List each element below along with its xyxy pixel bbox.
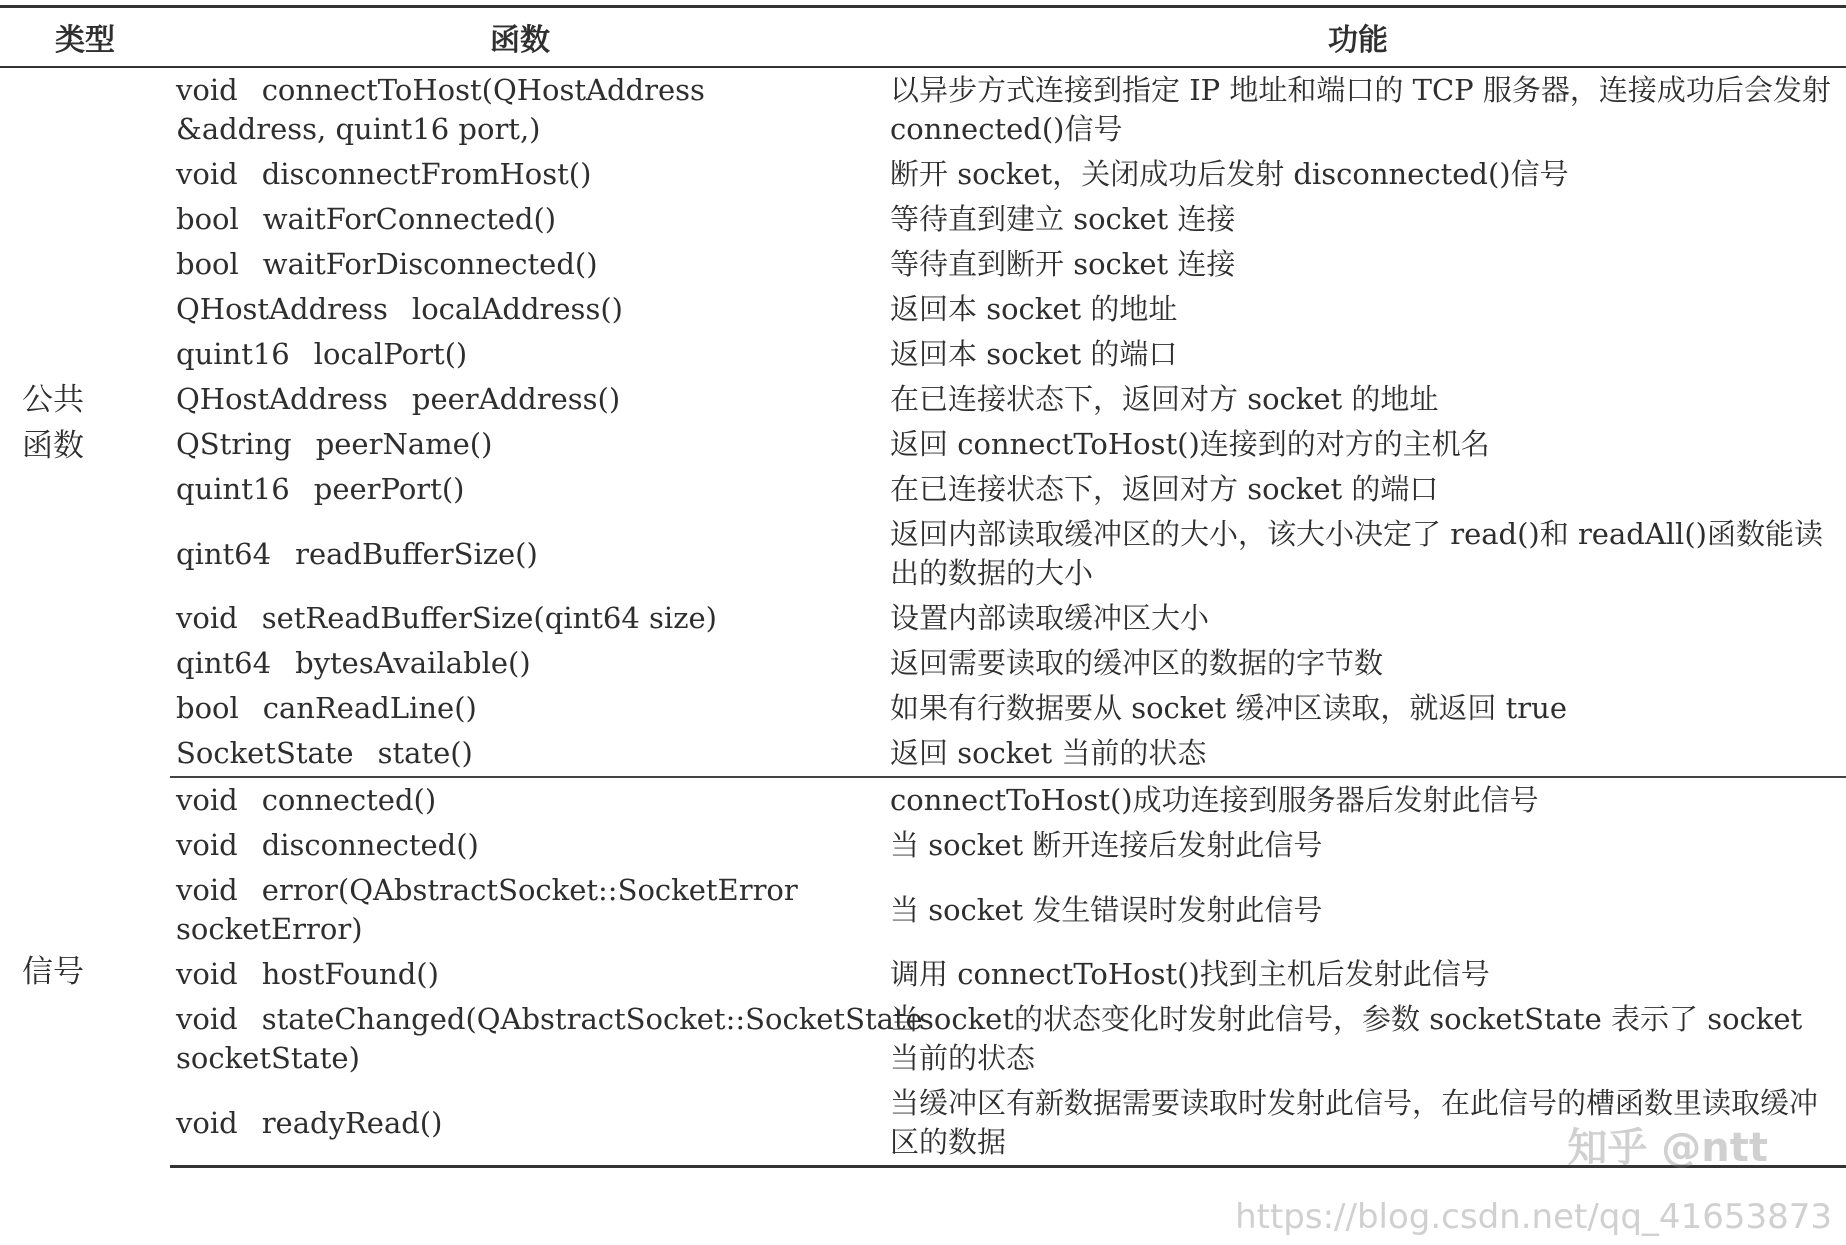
function-description: 断开 socket，关闭成功后发射 disconnected()信号 (890, 157, 1569, 191)
table-row (0, 197, 1846, 242)
table-header-row (0, 8, 1846, 67)
table-row (0, 952, 1846, 997)
function-name-continued: &address, quint16 port,) (176, 112, 541, 146)
table-row (0, 242, 1846, 287)
function-signature (170, 596, 870, 641)
function-name: localPort() (313, 337, 468, 371)
group-label: 信号 (22, 953, 84, 990)
function-signature (170, 686, 870, 731)
function-name: peerAddress() (411, 382, 621, 416)
return-type: quint16 (176, 337, 290, 371)
function-name: hostFound() (261, 957, 439, 991)
return-type: void (176, 873, 238, 907)
function-name: canReadLine() (262, 691, 477, 725)
return-type: qint64 (176, 646, 272, 680)
table-row (0, 731, 1846, 777)
function-signature (170, 641, 870, 686)
function-name: disconnectFromHost() (261, 157, 592, 191)
function-name: readyRead() (261, 1105, 443, 1140)
return-type: void (176, 73, 238, 107)
function-description: 当 socket 断开连接后发射此信号 (890, 828, 1323, 862)
return-type: void (176, 1002, 238, 1036)
return-type: bool (176, 202, 239, 236)
function-description: 当socket的状态变化时发射此信号，参数 socketState 表示了 socket 当前的状态 (890, 1002, 1803, 1075)
return-type: void (176, 157, 238, 191)
function-description: 如果有行数据要从 socket 缓冲区读取，就返回 true (890, 691, 1567, 725)
function-name: disconnected() (261, 828, 479, 862)
function-name: bytesAvailable() (295, 646, 531, 680)
function-name: stateChanged(QAbstractSocket::SocketState socketState) (176, 1002, 923, 1075)
function-signature (170, 287, 870, 332)
function-name: setReadBufferSize(qint64 size) (261, 601, 717, 635)
function-description: connectToHost()成功连接到服务器后发射此信号 (890, 783, 1539, 817)
watermark-logo: 知乎 @ntt (1567, 1125, 1768, 1171)
table-row (0, 422, 1846, 467)
watermark-url: https://blog.csdn.net/qq_41653873 (1235, 1197, 1832, 1237)
function-signature (170, 242, 870, 287)
function-name: waitForDisconnected() (262, 247, 598, 281)
header-feature: 功能 (870, 8, 1846, 67)
function-name: connectToHost(QHostAddress (261, 73, 705, 107)
group-label: 公共 函数 (22, 381, 84, 464)
table-row (0, 777, 1846, 823)
header-function: 函数 (170, 8, 870, 67)
return-type: QString (176, 427, 292, 461)
function-description: 设置内部读取缓冲区大小 (890, 601, 1210, 635)
function-description: 返回 socket 当前的状态 (870, 731, 1846, 777)
table-body (0, 67, 1846, 1167)
return-type: bool (176, 691, 239, 725)
table-row (0, 287, 1846, 332)
function-description: 当缓冲区有新数据需要读取时发射此信号，在此信号的槽函数里读取缓冲区的数据 (870, 1081, 1846, 1167)
function-signature (170, 422, 870, 467)
function-description: 返回需要读取的缓冲区的数据的字节数 (890, 646, 1384, 680)
function-signature (170, 868, 870, 952)
function-description: 在已连接状态下，返回对方 socket 的地址 (890, 382, 1439, 416)
return-type: bool (176, 247, 239, 281)
function-name: peerName() (315, 427, 493, 461)
function-name: state() (377, 736, 473, 770)
function-signature (170, 1081, 870, 1167)
function-signature (170, 777, 870, 823)
table-row (0, 467, 1846, 512)
function-signature (170, 67, 870, 152)
return-type: SocketState (176, 736, 354, 770)
table-row (0, 596, 1846, 641)
table-row (0, 868, 1846, 952)
function-description: 等待直到断开 socket 连接 (890, 247, 1236, 281)
function-description: 在已连接状态下，返回对方 socket 的端口 (890, 472, 1439, 506)
qtcpsocket-function-table (0, 8, 1846, 1168)
table-row (0, 823, 1846, 868)
header-type: 类型 (0, 8, 170, 67)
function-description: 以异步方式连接到指定 IP 地址和端口的 TCP 服务器，连接成功后会发射 connected()信号 (890, 73, 1831, 146)
table-row (0, 1081, 1846, 1167)
function-signature (170, 512, 870, 596)
table-row (0, 67, 1846, 152)
function-signature (170, 952, 870, 997)
function-signature (170, 332, 870, 377)
table-row (0, 152, 1846, 197)
return-type: void (176, 601, 238, 635)
function-signature (170, 731, 870, 777)
function-name: peerPort() (313, 472, 465, 506)
function-name: readBufferSize() (295, 536, 538, 571)
function-signature (170, 823, 870, 868)
return-type: void (176, 828, 238, 862)
function-description: 调用 connectToHost()找到主机后发射此信号 (890, 957, 1490, 991)
table-row (0, 332, 1846, 377)
function-description: 返回本 socket 的端口 (890, 337, 1178, 371)
table-row (0, 686, 1846, 731)
function-description: 当 socket 发生错误时发射此信号 (890, 892, 1323, 927)
function-description: 返回本 socket 的地址 (890, 292, 1178, 326)
table-row (0, 641, 1846, 686)
function-description: 等待直到建立 socket 连接 (890, 202, 1236, 236)
function-signature (170, 997, 923, 1081)
return-type: QHostAddress (176, 382, 388, 416)
return-type: void (176, 957, 238, 991)
return-type: QHostAddress (176, 292, 388, 326)
table-row (0, 377, 1846, 422)
function-name: connected() (261, 783, 437, 817)
return-type: void (176, 1105, 238, 1140)
function-name: waitForConnected() (262, 202, 557, 236)
table-row (0, 997, 1846, 1081)
table-row (0, 512, 1846, 596)
function-name: localAddress() (411, 292, 623, 326)
function-description: 返回内部读取缓冲区的大小，该大小决定了 read()和 readAll()函数能读出的数据的大小 (890, 517, 1823, 590)
return-type: qint64 (176, 536, 272, 571)
return-type: void (176, 783, 238, 817)
return-type: quint16 (176, 472, 290, 506)
function-signature (170, 152, 870, 197)
function-signature (170, 197, 870, 242)
function-name: error(QAbstractSocket::SocketError socketError) (176, 873, 798, 946)
function-signature (170, 377, 870, 422)
function-signature (170, 467, 870, 512)
function-description: 返回 connectToHost()连接到的对方的主机名 (890, 427, 1490, 461)
